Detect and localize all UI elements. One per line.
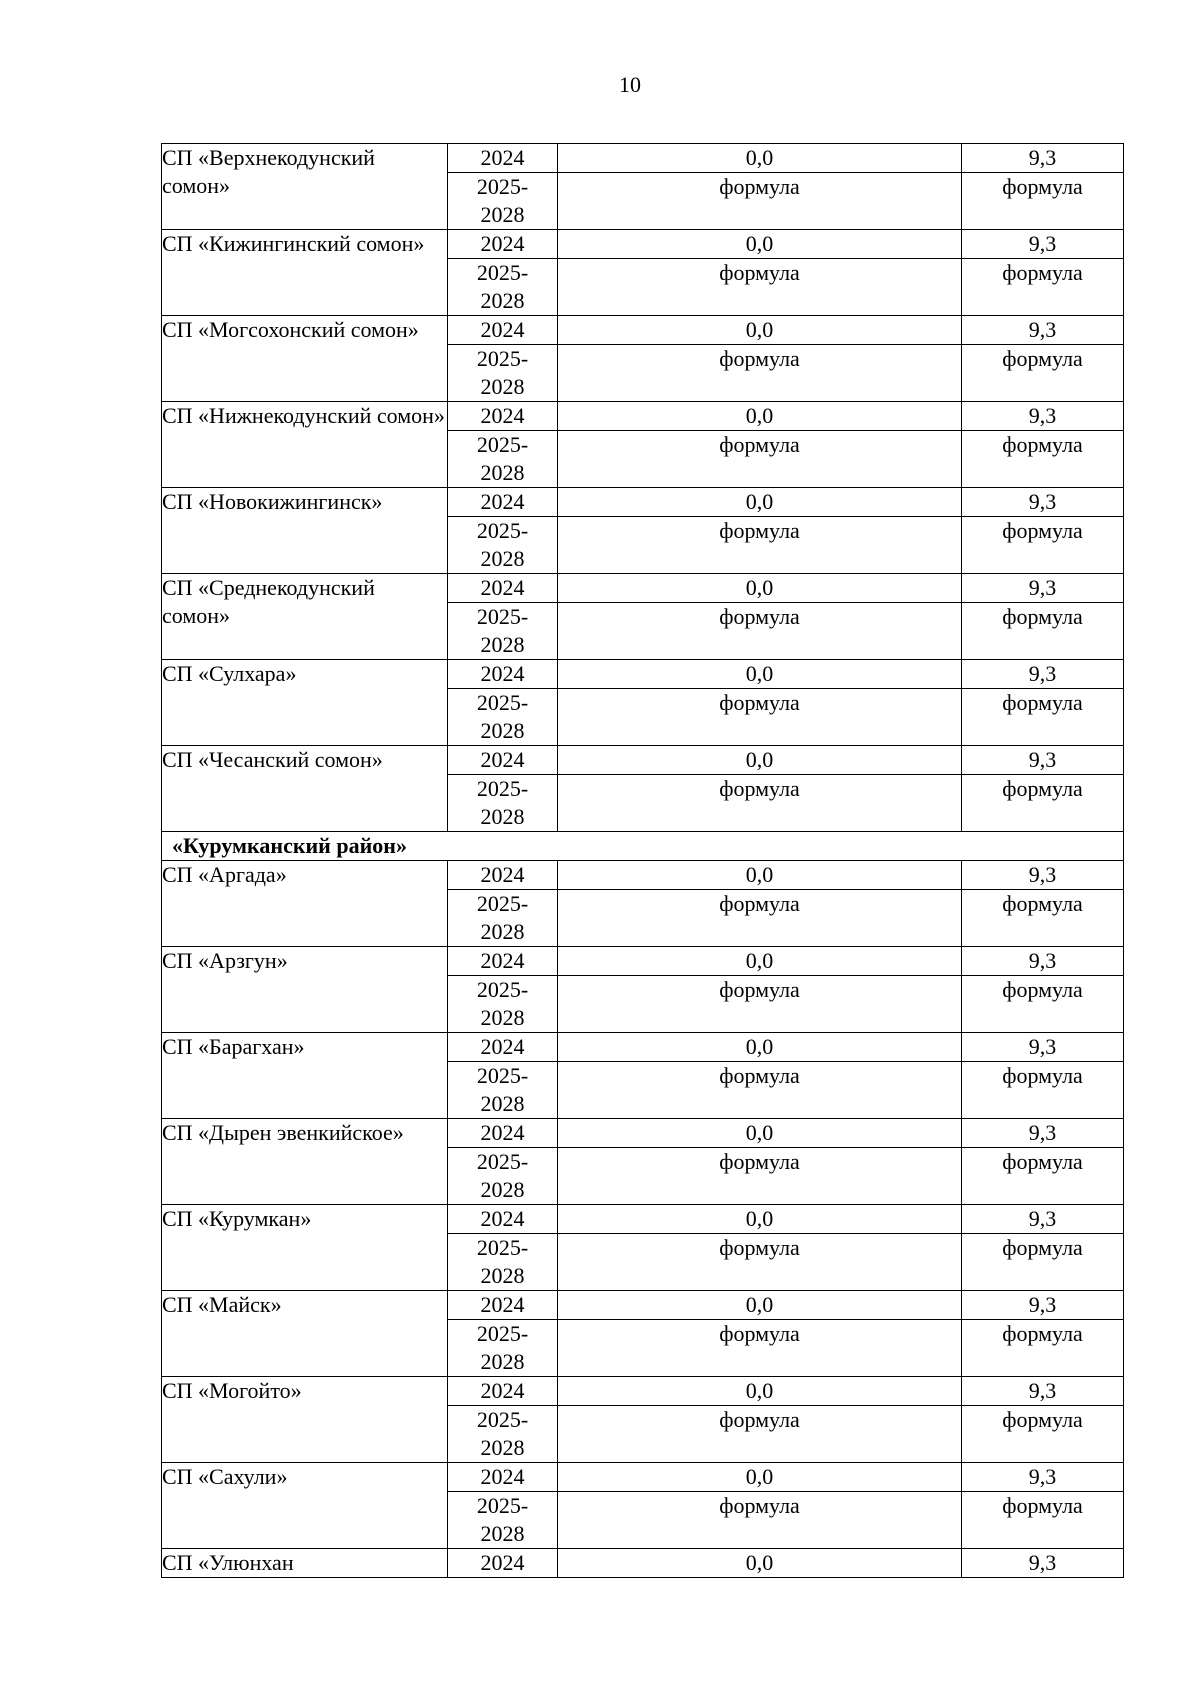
table-row (162, 1033, 1124, 1062)
data-table (161, 143, 1124, 1578)
settlement-name: СП «Чесанский сомон» (162, 746, 448, 832)
value-cell: формула (558, 1492, 962, 1549)
value-cell: 0,0 (558, 1033, 962, 1062)
year-cell: 2024 (448, 861, 558, 890)
value-cell: 0,0 (558, 1377, 962, 1406)
settlement-name: СП «Нижнекодунский сомон» (162, 402, 448, 488)
year-range-cell: 2025- 2028 (448, 1320, 558, 1377)
value-cell: формула (962, 1406, 1124, 1463)
value-cell: 0,0 (558, 316, 962, 345)
value-cell: 0,0 (558, 402, 962, 431)
year-range-cell: 2025- 2028 (448, 1062, 558, 1119)
year-range-cell: 2025- 2028 (448, 431, 558, 488)
value-cell: формула (558, 1062, 962, 1119)
year-range-cell: 2025- 2028 (448, 775, 558, 832)
value-cell: 0,0 (558, 1549, 962, 1578)
settlement-name: СП «Курумкан» (162, 1205, 448, 1291)
settlement-name: СП «Барагхан» (162, 1033, 448, 1119)
value-cell: 0,0 (558, 947, 962, 976)
value-cell: 9,3 (962, 1463, 1124, 1492)
settlement-name: СП «Арзгун» (162, 947, 448, 1033)
value-cell: формула (558, 173, 962, 230)
value-cell: 0,0 (558, 574, 962, 603)
table-row (162, 1205, 1124, 1234)
value-cell: 9,3 (962, 947, 1124, 976)
value-cell: 0,0 (558, 660, 962, 689)
year-range-cell: 2025- 2028 (448, 173, 558, 230)
value-cell: 9,3 (962, 660, 1124, 689)
table-row (162, 488, 1124, 517)
year-range-cell: 2025- 2028 (448, 603, 558, 660)
section-title: «Курумканский район» (162, 832, 1124, 861)
settlement-name: СП «Кижингинский сомон» (162, 230, 448, 316)
settlement-name: СП «Могсохонский сомон» (162, 316, 448, 402)
settlement-name: СП «Сулхара» (162, 660, 448, 746)
value-cell: 9,3 (962, 1549, 1124, 1578)
year-cell: 2024 (448, 947, 558, 976)
table-row (162, 230, 1124, 259)
value-cell: формула (558, 1406, 962, 1463)
table-row (162, 1549, 1124, 1578)
value-cell: формула (558, 775, 962, 832)
year-range-cell: 2025- 2028 (448, 1492, 558, 1549)
value-cell: 0,0 (558, 1119, 962, 1148)
value-cell: формула (962, 1320, 1124, 1377)
table-row (162, 1377, 1124, 1406)
year-range-cell: 2025- 2028 (448, 345, 558, 402)
value-cell: формула (962, 259, 1124, 316)
value-cell: 9,3 (962, 1205, 1124, 1234)
settlement-name: СП «Улюнхан (162, 1549, 448, 1578)
value-cell: 9,3 (962, 230, 1124, 259)
table-row (162, 861, 1124, 890)
settlement-name: СП «Аргада» (162, 861, 448, 947)
value-cell: формула (962, 431, 1124, 488)
table-row (162, 316, 1124, 345)
year-cell: 2024 (448, 1205, 558, 1234)
settlement-name: СП «Верхнекодунский сомон» (162, 144, 448, 230)
value-cell: формула (558, 517, 962, 574)
year-cell: 2024 (448, 660, 558, 689)
table-row (162, 660, 1124, 689)
value-cell: формула (962, 345, 1124, 402)
year-range-cell: 2025- 2028 (448, 890, 558, 947)
value-cell: формула (962, 517, 1124, 574)
year-range-cell: 2025- 2028 (448, 1406, 558, 1463)
settlement-name: СП «Могойто» (162, 1377, 448, 1463)
value-cell: 0,0 (558, 746, 962, 775)
value-cell: формула (962, 173, 1124, 230)
year-cell: 2024 (448, 316, 558, 345)
year-cell: 2024 (448, 144, 558, 173)
value-cell: формула (558, 345, 962, 402)
value-cell: формула (962, 976, 1124, 1033)
value-cell: формула (962, 775, 1124, 832)
value-cell: формула (558, 603, 962, 660)
value-cell: 0,0 (558, 488, 962, 517)
value-cell: 9,3 (962, 1033, 1124, 1062)
year-cell: 2024 (448, 488, 558, 517)
table-row (162, 144, 1124, 173)
section-header-row (162, 832, 1124, 861)
value-cell: 9,3 (962, 746, 1124, 775)
value-cell: 9,3 (962, 402, 1124, 431)
value-cell: 9,3 (962, 1291, 1124, 1320)
year-range-cell: 2025- 2028 (448, 976, 558, 1033)
year-range-cell: 2025- 2028 (448, 689, 558, 746)
year-cell: 2024 (448, 1033, 558, 1062)
year-range-cell: 2025- 2028 (448, 517, 558, 574)
year-range-cell: 2025- 2028 (448, 1148, 558, 1205)
value-cell: формула (558, 689, 962, 746)
table-row (162, 1291, 1124, 1320)
value-cell: 0,0 (558, 861, 962, 890)
value-cell: 9,3 (962, 1119, 1124, 1148)
value-cell: формула (962, 1148, 1124, 1205)
year-cell: 2024 (448, 1463, 558, 1492)
value-cell: формула (558, 431, 962, 488)
year-cell: 2024 (448, 1549, 558, 1578)
value-cell: 0,0 (558, 1205, 962, 1234)
value-cell: формула (962, 1062, 1124, 1119)
value-cell: формула (962, 689, 1124, 746)
year-cell: 2024 (448, 574, 558, 603)
settlement-name: СП «Дырен эвенкийское» (162, 1119, 448, 1205)
table-row (162, 947, 1124, 976)
value-cell: 0,0 (558, 1463, 962, 1492)
value-cell: формула (962, 1492, 1124, 1549)
year-range-cell: 2025- 2028 (448, 259, 558, 316)
value-cell: 9,3 (962, 144, 1124, 173)
value-cell: формула (962, 603, 1124, 660)
settlement-name: СП «Сахули» (162, 1463, 448, 1549)
settlement-name: СП «Майск» (162, 1291, 448, 1377)
page-number: 10 (619, 72, 641, 97)
settlement-name: СП «Среднекодунский сомон» (162, 574, 448, 660)
year-cell: 2024 (448, 230, 558, 259)
settlement-name: СП «Новокижингинск» (162, 488, 448, 574)
value-cell: 9,3 (962, 488, 1124, 517)
value-cell: 9,3 (962, 1377, 1124, 1406)
year-cell: 2024 (448, 402, 558, 431)
value-cell: 9,3 (962, 316, 1124, 345)
year-range-cell: 2025- 2028 (448, 1234, 558, 1291)
value-cell: формула (558, 1148, 962, 1205)
value-cell: 0,0 (558, 1291, 962, 1320)
value-cell: формула (558, 1234, 962, 1291)
year-cell: 2024 (448, 746, 558, 775)
year-cell: 2024 (448, 1377, 558, 1406)
value-cell: 9,3 (962, 861, 1124, 890)
value-cell: формула (558, 1320, 962, 1377)
table-row (162, 402, 1124, 431)
value-cell: формула (558, 976, 962, 1033)
table-body (162, 144, 1124, 1578)
table-row (162, 746, 1124, 775)
table-row (162, 1463, 1124, 1492)
table-row (162, 1119, 1124, 1148)
year-cell: 2024 (448, 1119, 558, 1148)
value-cell: 0,0 (558, 230, 962, 259)
table-row (162, 574, 1124, 603)
value-cell: 0,0 (558, 144, 962, 173)
value-cell: формула (962, 1234, 1124, 1291)
year-cell: 2024 (448, 1291, 558, 1320)
value-cell: формула (558, 259, 962, 316)
value-cell: формула (558, 890, 962, 947)
value-cell: 9,3 (962, 574, 1124, 603)
value-cell: формула (962, 890, 1124, 947)
